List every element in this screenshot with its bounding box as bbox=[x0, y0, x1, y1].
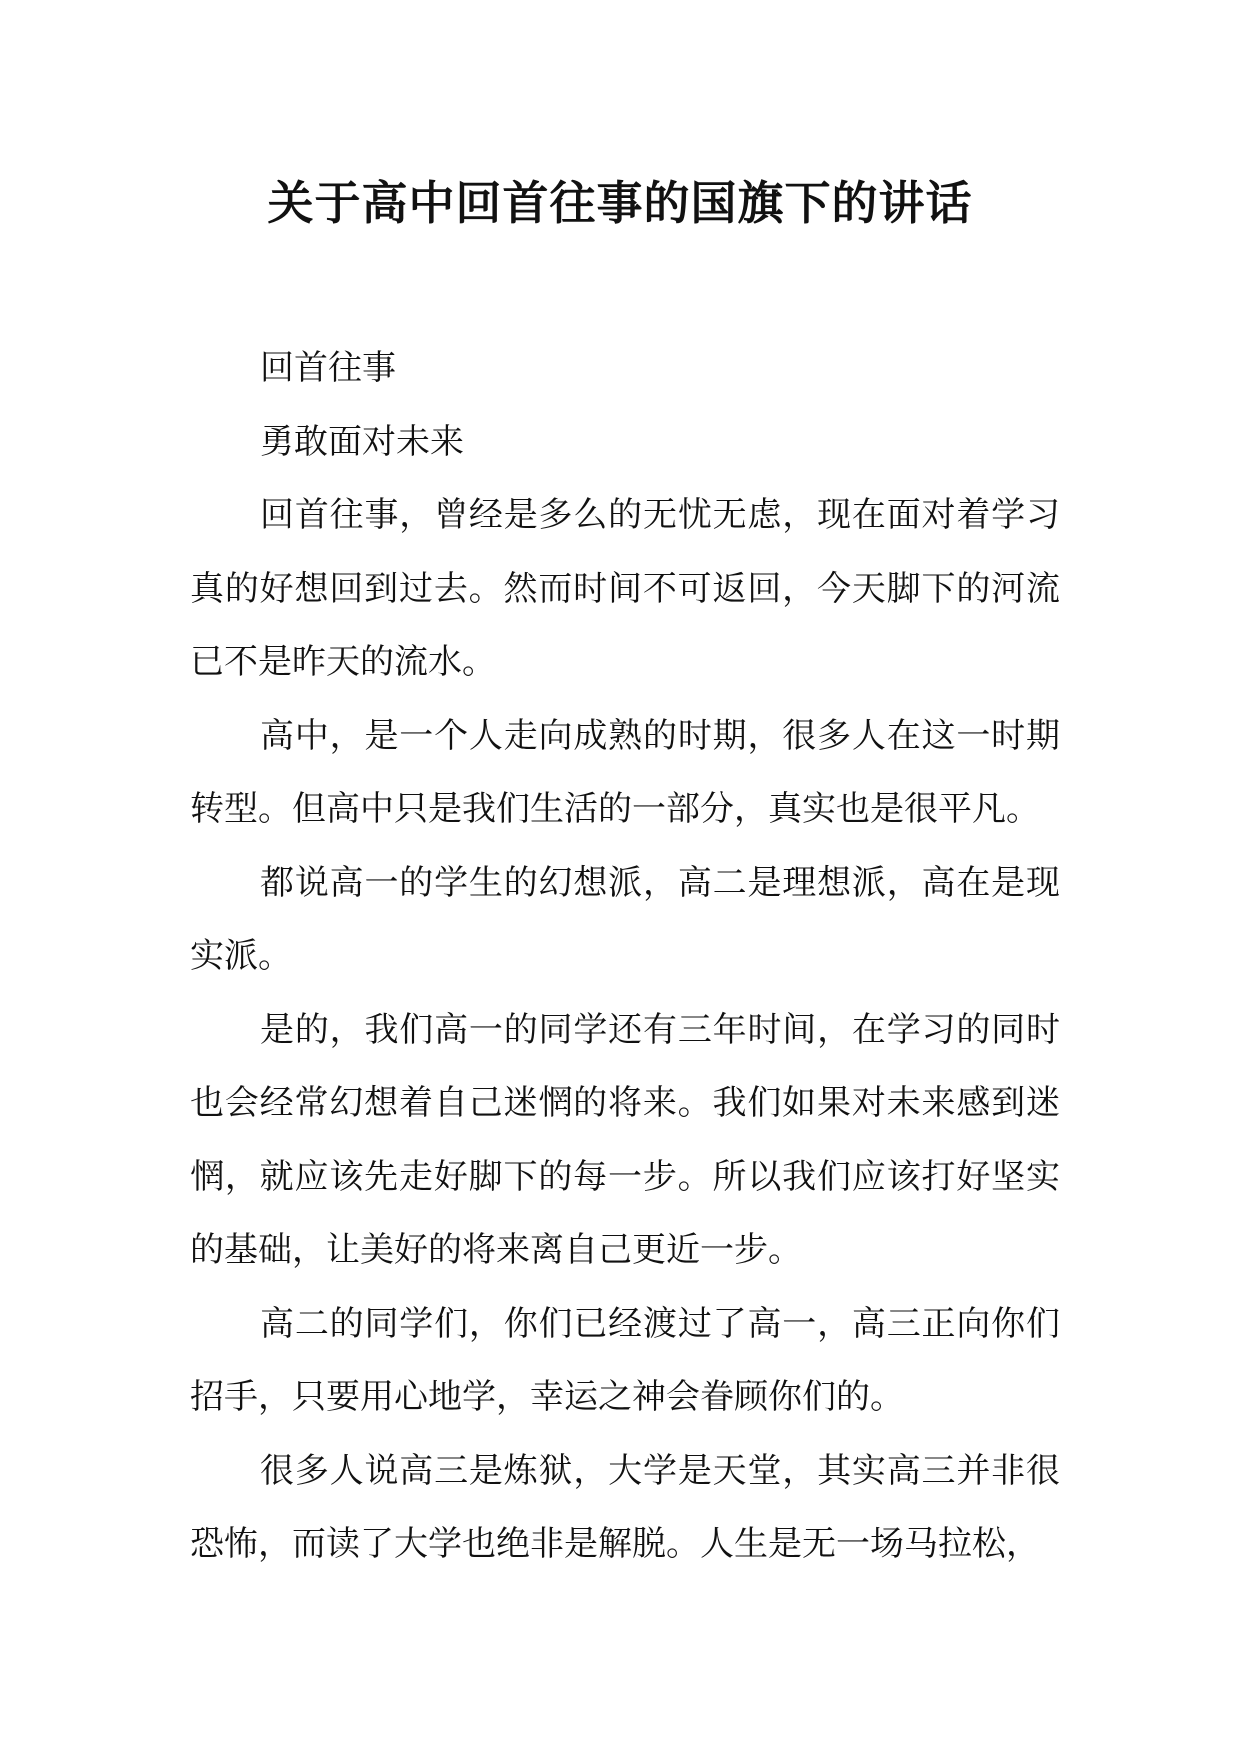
paragraph: 回首往事，曾经是多么的无忧无虑，现在面对着学习真的好想回到过去。然而时间不可返回，今天脚下的河流已不是昨天的流水。 bbox=[190, 495, 1060, 682]
document-body bbox=[190, 332, 1060, 1582]
paragraph: 都说高一的学生的幻想派，高二是理想派，高在是现实派。 bbox=[190, 862, 1060, 976]
page-title: 关于高中回首往事的国旗下的讲话 bbox=[267, 176, 973, 230]
paragraph: 很多人说高三是炼狱，大学是天堂，其实高三并非很恐怖，而读了大学也绝非是解脱。人生是无一场马拉松， bbox=[190, 1450, 1060, 1564]
paragraph-subtitle-1: 回首往事 bbox=[260, 348, 396, 388]
paragraph: 是的，我们高一的同学还有三年时间，在学习的同时也会经常幻想着自己迷惘的将来。我们如果对未来感到迷惘，就应该先走好脚下的每一步。所以我们应该打好坚实的基础，让美好的将来离自己更近一步。 bbox=[190, 1009, 1060, 1270]
paragraph: 高中，是一个人走向成熟的时期，很多人在这一时期转型。但高中只是我们生活的一部分，真实也是很平凡。 bbox=[190, 715, 1060, 829]
paragraph: 高二的同学们，你们已经渡过了高一，高三正向你们招手，只要用心地学，幸运之神会眷顾你们的。 bbox=[190, 1303, 1060, 1417]
paragraph-subtitle-2: 勇敢面对未来 bbox=[260, 421, 464, 462]
